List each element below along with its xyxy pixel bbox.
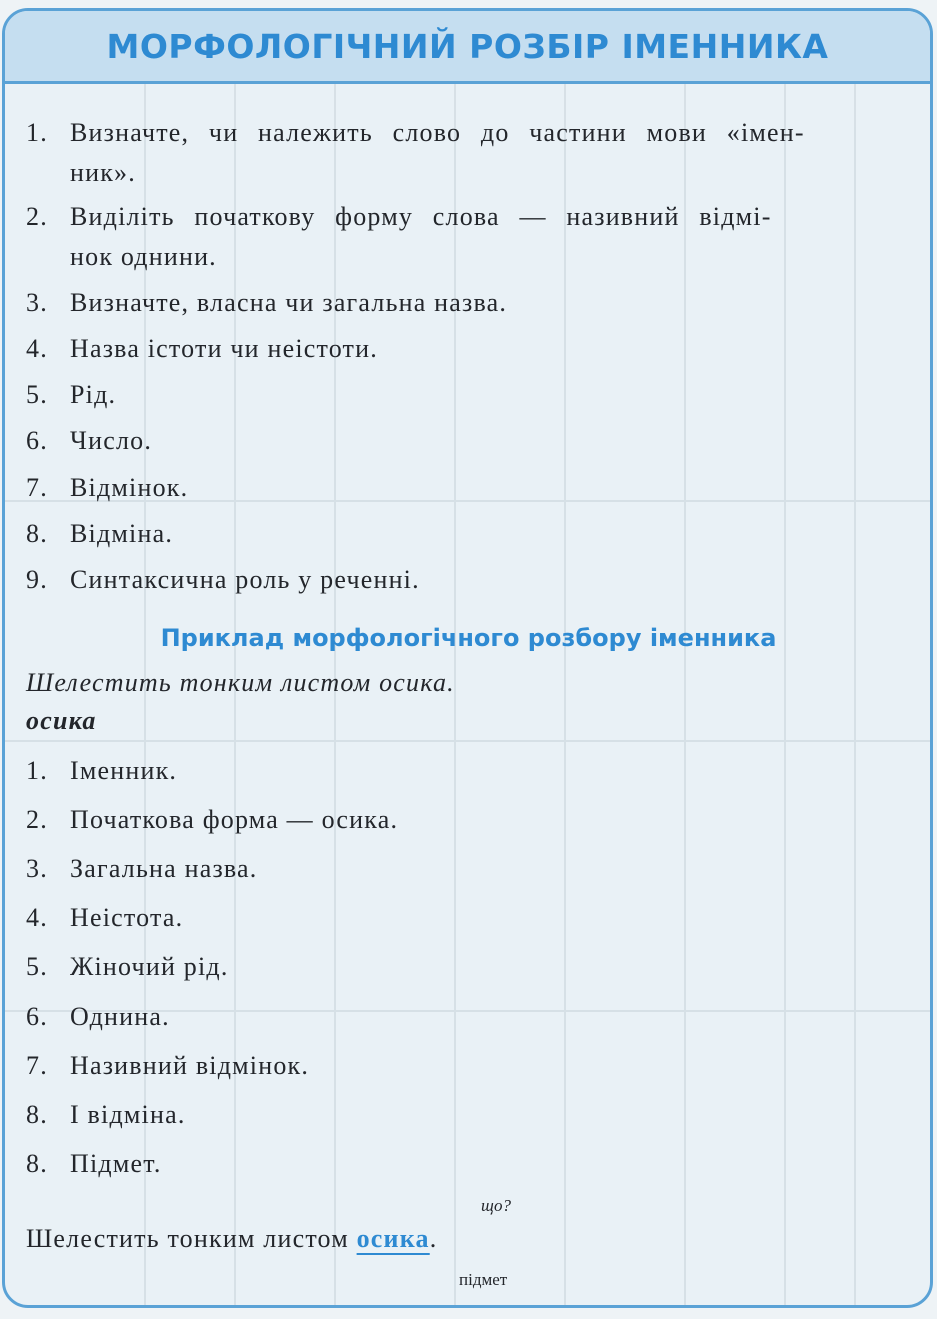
step-1 bbox=[26, 118, 805, 148]
analysis-text: Називний відмінок. bbox=[70, 1051, 310, 1080]
analysis-3 bbox=[26, 854, 257, 884]
analysis-text: Однина. bbox=[70, 1002, 170, 1031]
analysis-text: Іменник. bbox=[70, 756, 178, 785]
analysis-number: 4. bbox=[26, 903, 48, 932]
step-text: Назва істоти чи неістоти. bbox=[70, 334, 378, 363]
step-9 bbox=[26, 565, 420, 595]
analysis-4 bbox=[26, 903, 183, 933]
analysis-number: 8. bbox=[26, 1149, 48, 1178]
step-number: 5. bbox=[26, 380, 48, 409]
analysis-number: 8. bbox=[26, 1100, 48, 1129]
analysis-number: 3. bbox=[26, 854, 48, 883]
final-sentence-start: Шелестить тонким листом bbox=[26, 1224, 349, 1253]
step-3 bbox=[26, 288, 507, 318]
analysis-text: І відміна. bbox=[70, 1100, 186, 1129]
analysis-text: Підмет. bbox=[70, 1149, 162, 1178]
question-label: що? bbox=[481, 1196, 512, 1215]
example-heading: Приклад морфологічного розбору іменника bbox=[160, 624, 777, 652]
step-text: Виділіть початкову форму слова — називний відмі- bbox=[70, 202, 772, 231]
analysis-7 bbox=[26, 1051, 309, 1081]
analysis-6 bbox=[26, 1002, 170, 1032]
analysis-text: Початкова форма — осика. bbox=[70, 805, 399, 834]
step-number: 4. bbox=[26, 334, 48, 363]
step-text: Визначте, чи належить слово до частини мови «імен- bbox=[70, 118, 805, 147]
analysis-text: Неістота. bbox=[70, 903, 184, 932]
analysis-8 bbox=[26, 1100, 186, 1130]
step-text: Рід. bbox=[70, 380, 117, 409]
analysis-5 bbox=[26, 952, 229, 982]
step-number: 3. bbox=[26, 288, 48, 317]
analysis-number: 5. bbox=[26, 952, 48, 981]
analysis-text: Жіночий рід. bbox=[70, 952, 229, 981]
step-6 bbox=[26, 426, 152, 456]
step-number: 2. bbox=[26, 202, 48, 231]
step-4 bbox=[26, 334, 378, 364]
analysis-number: 6. bbox=[26, 1002, 48, 1031]
example-sentence: Шелестить тонким листом осика. bbox=[26, 668, 455, 697]
step-7 bbox=[26, 473, 188, 503]
analysis-number: 7. bbox=[26, 1051, 48, 1080]
step-2-continuation: нок однини. bbox=[70, 242, 217, 271]
role-label: підмет bbox=[459, 1270, 508, 1289]
analysis-2 bbox=[26, 805, 398, 835]
page-title: МОРФОЛОГІЧНИЙ РОЗБІР ІМЕННИКА bbox=[106, 26, 829, 66]
step-text: Синтаксична роль у реченні. bbox=[70, 565, 420, 594]
analysis-9 bbox=[26, 1149, 162, 1179]
step-number: 1. bbox=[26, 118, 48, 147]
step-number: 7. bbox=[26, 473, 48, 502]
analysis-number: 2. bbox=[26, 805, 48, 834]
step-number: 6. bbox=[26, 426, 48, 455]
step-number: 9. bbox=[26, 565, 48, 594]
step-2 bbox=[26, 202, 772, 232]
step-1-continuation: ник». bbox=[70, 158, 136, 187]
analysis-number: 1. bbox=[26, 756, 48, 785]
example-word: осика bbox=[26, 706, 97, 735]
step-text: Визначте, власна чи загальна назва. bbox=[70, 288, 508, 317]
step-8 bbox=[26, 519, 173, 549]
step-text: Відміна. bbox=[70, 519, 174, 548]
step-text: Відмінок. bbox=[70, 473, 189, 502]
subject-word: осика bbox=[356, 1224, 430, 1253]
step-5 bbox=[26, 380, 116, 410]
step-number: 8. bbox=[26, 519, 48, 548]
analysis-1 bbox=[26, 756, 177, 786]
analysis-text: Загальна назва. bbox=[70, 854, 258, 883]
final-punct: . bbox=[429, 1224, 438, 1253]
step-text: Число. bbox=[70, 426, 153, 455]
final-sentence bbox=[26, 1224, 437, 1254]
